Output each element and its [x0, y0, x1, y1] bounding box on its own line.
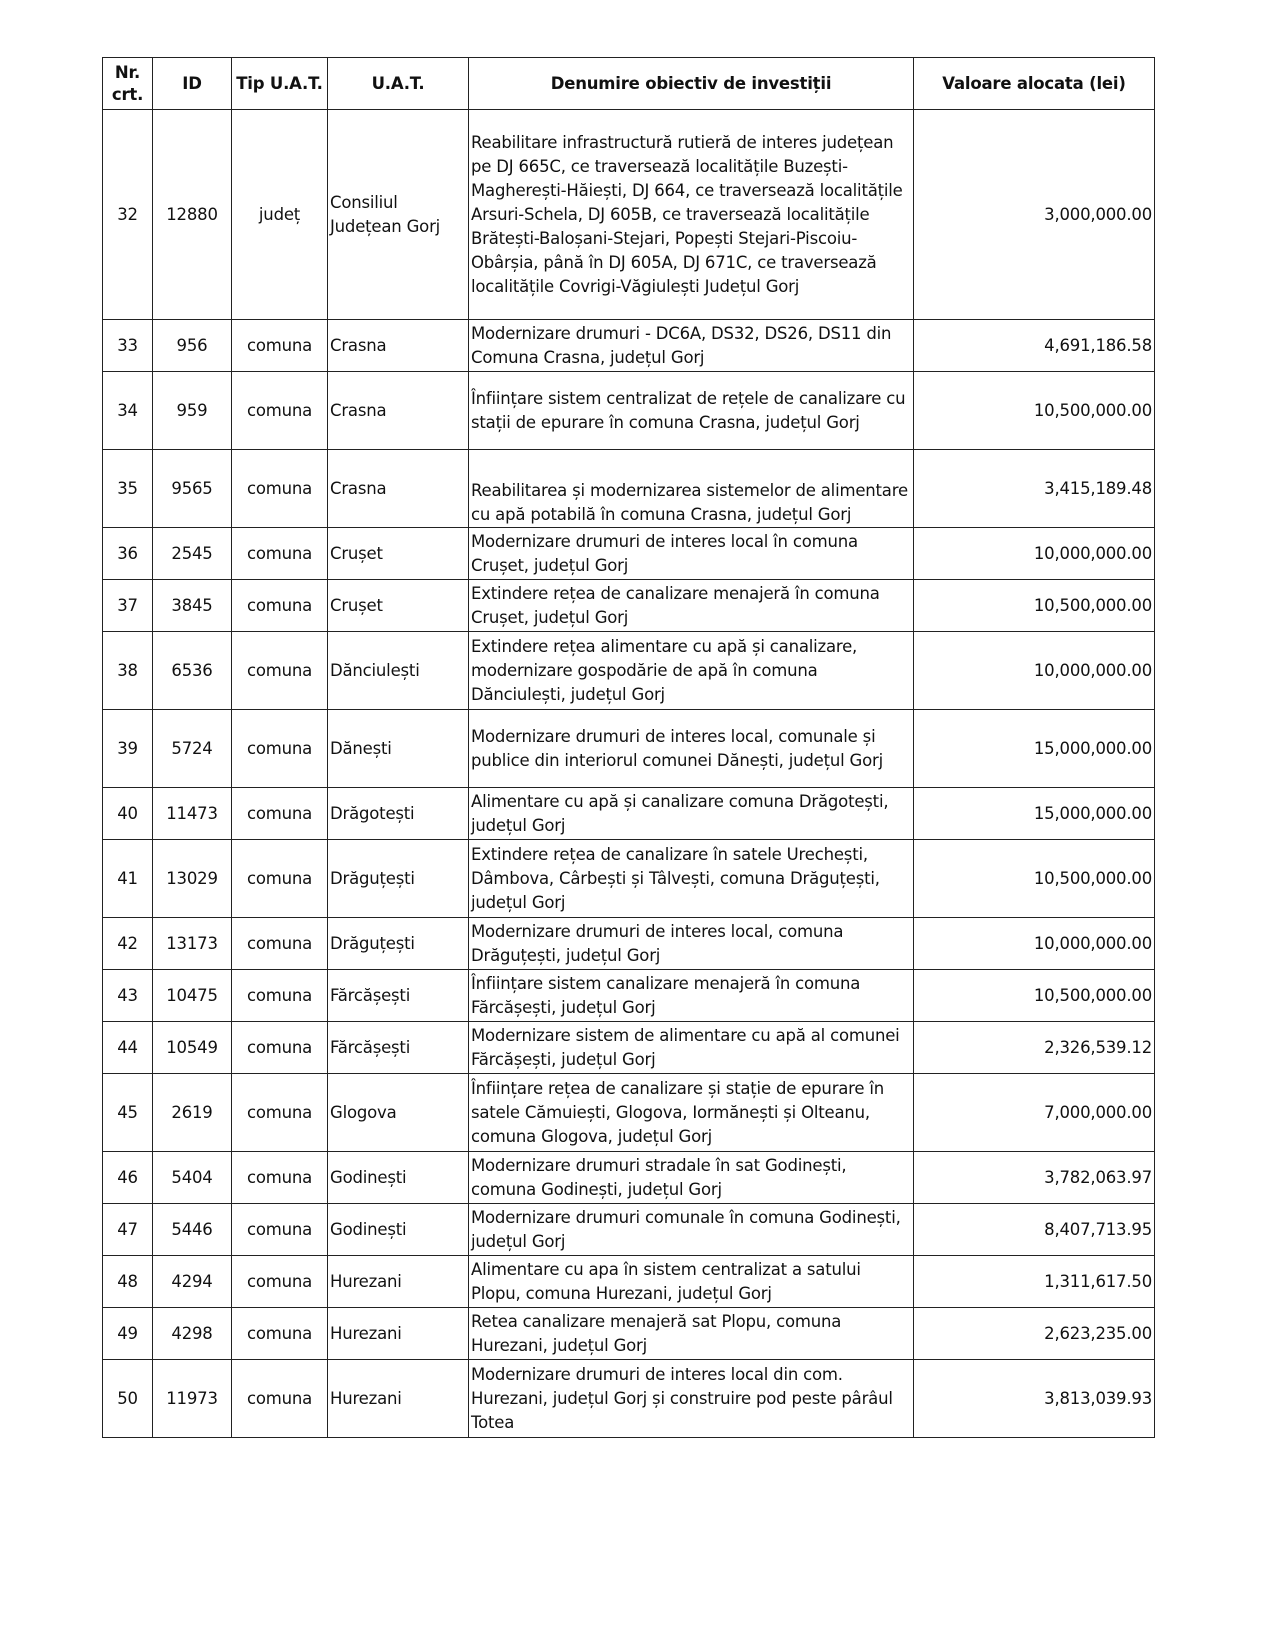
cell-tip: comuna [232, 1360, 328, 1438]
cell-valoare: 3,000,000.00 [914, 110, 1155, 320]
cell-uat: Hurezani [328, 1360, 469, 1438]
cell-uat: Drăguțești [328, 918, 469, 970]
cell-nr: 44 [103, 1022, 153, 1074]
header-tip-uat: Tip U.A.T. [232, 58, 328, 110]
cell-tip: comuna [232, 710, 328, 788]
cell-tip: comuna [232, 1204, 328, 1256]
cell-uat: Fărcășești [328, 1022, 469, 1074]
cell-nr: 37 [103, 580, 153, 632]
cell-id: 2545 [153, 528, 232, 580]
cell-valoare: 3,782,063.97 [914, 1152, 1155, 1204]
table-row [103, 1256, 1155, 1308]
investments-table [102, 57, 1155, 1438]
cell-nr: 38 [103, 632, 153, 710]
cell-nr: 48 [103, 1256, 153, 1308]
header-nr-crt: Nr. crt. [103, 58, 153, 110]
cell-nr: 41 [103, 840, 153, 918]
table-row [103, 632, 1155, 710]
cell-id: 5446 [153, 1204, 232, 1256]
cell-valoare: 15,000,000.00 [914, 710, 1155, 788]
cell-id: 959 [153, 372, 232, 450]
cell-valoare: 2,326,539.12 [914, 1022, 1155, 1074]
table-row [103, 450, 1155, 528]
cell-id: 956 [153, 320, 232, 372]
cell-denumire: Alimentare cu apa în sistem centralizat a satului Plopu, comuna Hurezani, județul Gorj [469, 1256, 914, 1308]
cell-uat: Consiliul Județean Gorj [328, 110, 469, 320]
cell-tip: comuna [232, 840, 328, 918]
table-row [103, 788, 1155, 840]
cell-nr: 46 [103, 1152, 153, 1204]
cell-nr: 47 [103, 1204, 153, 1256]
cell-uat: Crușet [328, 580, 469, 632]
cell-id: 5404 [153, 1152, 232, 1204]
cell-nr: 50 [103, 1360, 153, 1438]
table-row [103, 1360, 1155, 1438]
cell-denumire: Modernizare drumuri comunale în comuna Godinești, județul Gorj [469, 1204, 914, 1256]
cell-denumire: Alimentare cu apă și canalizare comuna Drăgotești, județul Gorj [469, 788, 914, 840]
cell-uat: Hurezani [328, 1308, 469, 1360]
cell-valoare: 10,000,000.00 [914, 528, 1155, 580]
cell-tip: comuna [232, 372, 328, 450]
cell-valoare: 4,691,186.58 [914, 320, 1155, 372]
cell-denumire: Modernizare drumuri de interes local din com. Hurezani, județul Gorj și construire pod peste pârâul Totea [469, 1360, 914, 1438]
table-row [103, 710, 1155, 788]
cell-denumire: Reabilitare infrastructură rutieră de interes județean pe DJ 665C, ce traversează localitățile Buzești-Magherești-Hăiești, DJ 664, ce traversează localitățile Arsuri-Schela, DJ 605B, ce traversează localitățile Brătești-Baloșani-Stejari, Popești Stejari-Piscoiu-Obârșia, până în DJ 605A, DJ 671C, ce traversează localitățile Covrigi-Văgiulești Județul Gorj [469, 110, 914, 320]
cell-uat: Drăgotești [328, 788, 469, 840]
table-row [103, 580, 1155, 632]
header-denumire: Denumire obiectiv de investiții [469, 58, 914, 110]
cell-id: 13173 [153, 918, 232, 970]
cell-nr: 45 [103, 1074, 153, 1152]
cell-uat: Godinești [328, 1152, 469, 1204]
table-header-row [103, 58, 1155, 110]
cell-valoare: 10,500,000.00 [914, 840, 1155, 918]
cell-id: 12880 [153, 110, 232, 320]
cell-tip: comuna [232, 970, 328, 1022]
table-row [103, 110, 1155, 320]
cell-valoare: 8,407,713.95 [914, 1204, 1155, 1256]
cell-valoare: 3,813,039.93 [914, 1360, 1155, 1438]
cell-denumire: Modernizare drumuri - DC6A, DS32, DS26, DS11 din Comuna Crasna, județul Gorj [469, 320, 914, 372]
cell-nr: 43 [103, 970, 153, 1022]
cell-tip: comuna [232, 1022, 328, 1074]
cell-tip: comuna [232, 320, 328, 372]
cell-uat: Glogova [328, 1074, 469, 1152]
cell-denumire: Modernizare drumuri stradale în sat Godinești, comuna Godinești, județul Gorj [469, 1152, 914, 1204]
cell-denumire: Înființare rețea de canalizare și stație de epurare în satele Cămuiești, Glogova, Iormănești și Olteanu, comuna Glogova, județul Gorj [469, 1074, 914, 1152]
cell-id: 5724 [153, 710, 232, 788]
cell-tip: comuna [232, 1256, 328, 1308]
cell-nr: 42 [103, 918, 153, 970]
cell-valoare: 15,000,000.00 [914, 788, 1155, 840]
cell-nr: 34 [103, 372, 153, 450]
table-row [103, 372, 1155, 450]
cell-tip: comuna [232, 632, 328, 710]
cell-uat: Crasna [328, 372, 469, 450]
cell-valoare: 3,415,189.48 [914, 450, 1155, 528]
cell-tip: județ [232, 110, 328, 320]
table-row [103, 1152, 1155, 1204]
cell-id: 3845 [153, 580, 232, 632]
table-row [103, 320, 1155, 372]
cell-denumire: Modernizare drumuri de interes local, comunale și publice din interiorul comunei Dănești, județul Gorj [469, 710, 914, 788]
cell-uat: Dănciulești [328, 632, 469, 710]
cell-id: 2619 [153, 1074, 232, 1152]
cell-valoare: 10,500,000.00 [914, 970, 1155, 1022]
cell-denumire: Modernizare drumuri de interes local în comuna Crușet, județul Gorj [469, 528, 914, 580]
cell-valoare: 10,000,000.00 [914, 632, 1155, 710]
cell-denumire: Extindere rețea de canalizare menajeră în comuna Crușet, județul Gorj [469, 580, 914, 632]
cell-id: 9565 [153, 450, 232, 528]
cell-id: 13029 [153, 840, 232, 918]
cell-valoare: 10,000,000.00 [914, 918, 1155, 970]
cell-valoare: 1,311,617.50 [914, 1256, 1155, 1308]
cell-nr: 33 [103, 320, 153, 372]
cell-nr: 39 [103, 710, 153, 788]
cell-nr: 35 [103, 450, 153, 528]
cell-id: 4298 [153, 1308, 232, 1360]
cell-uat: Fărcășești [328, 970, 469, 1022]
cell-id: 10549 [153, 1022, 232, 1074]
table-row [103, 970, 1155, 1022]
cell-nr: 40 [103, 788, 153, 840]
header-id: ID [153, 58, 232, 110]
cell-tip: comuna [232, 788, 328, 840]
cell-denumire: Reabilitarea și modernizarea sistemelor de alimentare cu apă potabilă în comuna Crasna, județul Gorj [469, 450, 914, 528]
cell-tip: comuna [232, 528, 328, 580]
cell-nr: 36 [103, 528, 153, 580]
cell-uat: Crasna [328, 320, 469, 372]
table-row [103, 1074, 1155, 1152]
table-row [103, 1308, 1155, 1360]
cell-tip: comuna [232, 1308, 328, 1360]
table-row [103, 1022, 1155, 1074]
table-row [103, 1204, 1155, 1256]
cell-uat: Dănești [328, 710, 469, 788]
cell-denumire: Extindere rețea de canalizare în satele Urechești, Dâmbova, Cârbești și Tâlvești, comuna Drăguțești, județul Gorj [469, 840, 914, 918]
cell-uat: Hurezani [328, 1256, 469, 1308]
cell-valoare: 7,000,000.00 [914, 1074, 1155, 1152]
cell-denumire: Înființare sistem centralizat de rețele de canalizare cu stații de epurare în comuna Crasna, județul Gorj [469, 372, 914, 450]
cell-valoare: 2,623,235.00 [914, 1308, 1155, 1360]
cell-id: 11973 [153, 1360, 232, 1438]
cell-valoare: 10,500,000.00 [914, 580, 1155, 632]
cell-uat: Drăguțești [328, 840, 469, 918]
cell-uat: Crasna [328, 450, 469, 528]
cell-denumire: Modernizare sistem de alimentare cu apă al comunei Fărcășești, județul Gorj [469, 1022, 914, 1074]
cell-tip: comuna [232, 1074, 328, 1152]
cell-tip: comuna [232, 918, 328, 970]
cell-id: 11473 [153, 788, 232, 840]
cell-nr: 49 [103, 1308, 153, 1360]
document-page [102, 57, 1154, 1438]
cell-tip: comuna [232, 1152, 328, 1204]
cell-denumire: Retea canalizare menajeră sat Plopu, comuna Hurezani, județul Gorj [469, 1308, 914, 1360]
cell-id: 6536 [153, 632, 232, 710]
table-row [103, 528, 1155, 580]
cell-tip: comuna [232, 580, 328, 632]
cell-denumire: Modernizare drumuri de interes local, comuna Drăguțești, județul Gorj [469, 918, 914, 970]
cell-denumire: Înființare sistem canalizare menajeră în comuna Fărcășești, județul Gorj [469, 970, 914, 1022]
cell-valoare: 10,500,000.00 [914, 372, 1155, 450]
table-row [103, 840, 1155, 918]
cell-uat: Godinești [328, 1204, 469, 1256]
cell-tip: comuna [232, 450, 328, 528]
cell-uat: Crușet [328, 528, 469, 580]
cell-denumire: Extindere rețea alimentare cu apă și canalizare, modernizare gospodărie de apă în comuna Dănciulești, județul Gorj [469, 632, 914, 710]
header-valoare: Valoare alocata (lei) [914, 58, 1155, 110]
cell-id: 10475 [153, 970, 232, 1022]
header-uat: U.A.T. [328, 58, 469, 110]
table-row [103, 918, 1155, 970]
cell-id: 4294 [153, 1256, 232, 1308]
cell-nr: 32 [103, 110, 153, 320]
